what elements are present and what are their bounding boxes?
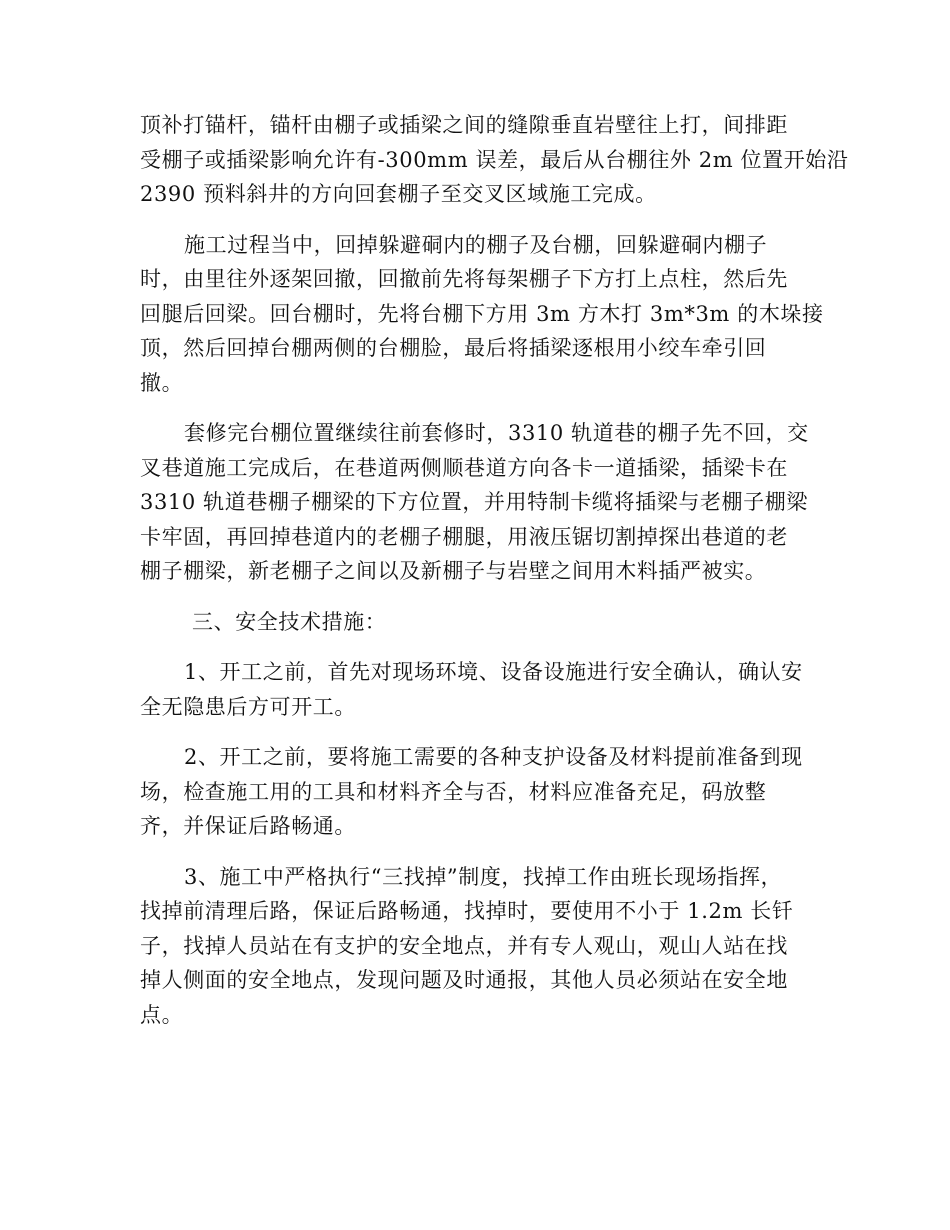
text-line: 找掉前清理后路，保证后路畅通，找掉时，要使用不小于 1.2m 长钎	[140, 899, 794, 923]
text-line: 套修完台棚位置继续往前套修时，3310 轨道巷的棚子先不回，交	[184, 421, 809, 445]
list-item-3	[140, 860, 808, 1033]
text-line: 2390 预料斜井的方向回套棚子至交叉区域施工完成。	[140, 182, 657, 206]
text-line: 顶，然后回掉台棚两侧的台棚脸，最后将插梁逐根用小绞车牵引回	[140, 336, 767, 360]
text-line: 撤。	[140, 370, 184, 395]
text-line: 齐，并保证后路畅通。	[140, 814, 356, 838]
text-line: 3、施工中严格执行“三找掉”制度，找掉工作由班长现场指挥，	[184, 864, 783, 889]
text-line: 1、开工之前，首先对现场环境、设备设施进行安全确认，确认安	[184, 660, 803, 684]
text-line: 掉人侧面的安全地点，发现问题及时通报，其他人员必须站在安全地	[140, 968, 788, 992]
list-item-1	[140, 655, 808, 724]
text-line: 3310 轨道巷棚子棚梁的下方位置，并用特制卡缆将插梁与老棚子棚梁	[140, 490, 808, 514]
paragraph-anchor-bolt	[140, 108, 849, 212]
text-line: 卡牢固，再回掉巷道内的老棚子棚腿，用液压锯切割掉探出巷道的老	[140, 524, 788, 549]
list-item-2	[140, 740, 808, 844]
text-line: 回腿后回梁。回台棚时，先将台棚下方用 3m 方木打 3m*3m 的木垛接	[140, 301, 824, 326]
heading-text: 三、安全技术措施：	[192, 609, 387, 634]
text-line: 施工过程当中，回掉躲避硐内的棚子及台棚，回躲避硐内棚子	[184, 232, 768, 257]
document-body	[140, 108, 849, 1032]
paragraph-repair-process	[140, 416, 808, 589]
text-line: 2、开工之前，要将施工需要的各种支护设备及材料提前准备到现	[184, 745, 803, 769]
text-line: 叉巷道施工完成后，在巷道两侧顺巷道方向各卡一道插梁，插梁卡在	[140, 455, 788, 480]
paragraph-construction-process	[140, 228, 824, 401]
text-line: 场，检查施工用的工具和材料齐全与否，材料应准备充足，码放整	[140, 779, 767, 804]
text-line: 受棚子或插梁影响允许有-300mm 误差，最后从台棚往外 2m 位置开始沿	[140, 147, 849, 172]
text-line: 棚子棚梁，新老棚子之间以及新棚子与岩壁之间用木料插严被实。	[140, 559, 767, 583]
text-line: 点。	[140, 1002, 184, 1027]
text-line: 全无隐患后方可开工。	[140, 694, 356, 719]
section-heading	[140, 605, 808, 640]
text-line: 子，找掉人员站在有支护的安全地点，并有专人观山，观山人站在找	[140, 933, 788, 958]
text-line: 顶补打锚杆，锚杆由棚子或插梁之间的缝隙垂直岩壁往上打，间排距	[140, 113, 788, 137]
text-line: 时，由里往外逐架回撤，回撤前先将每架棚子下方打上点柱，然后先	[140, 267, 788, 291]
